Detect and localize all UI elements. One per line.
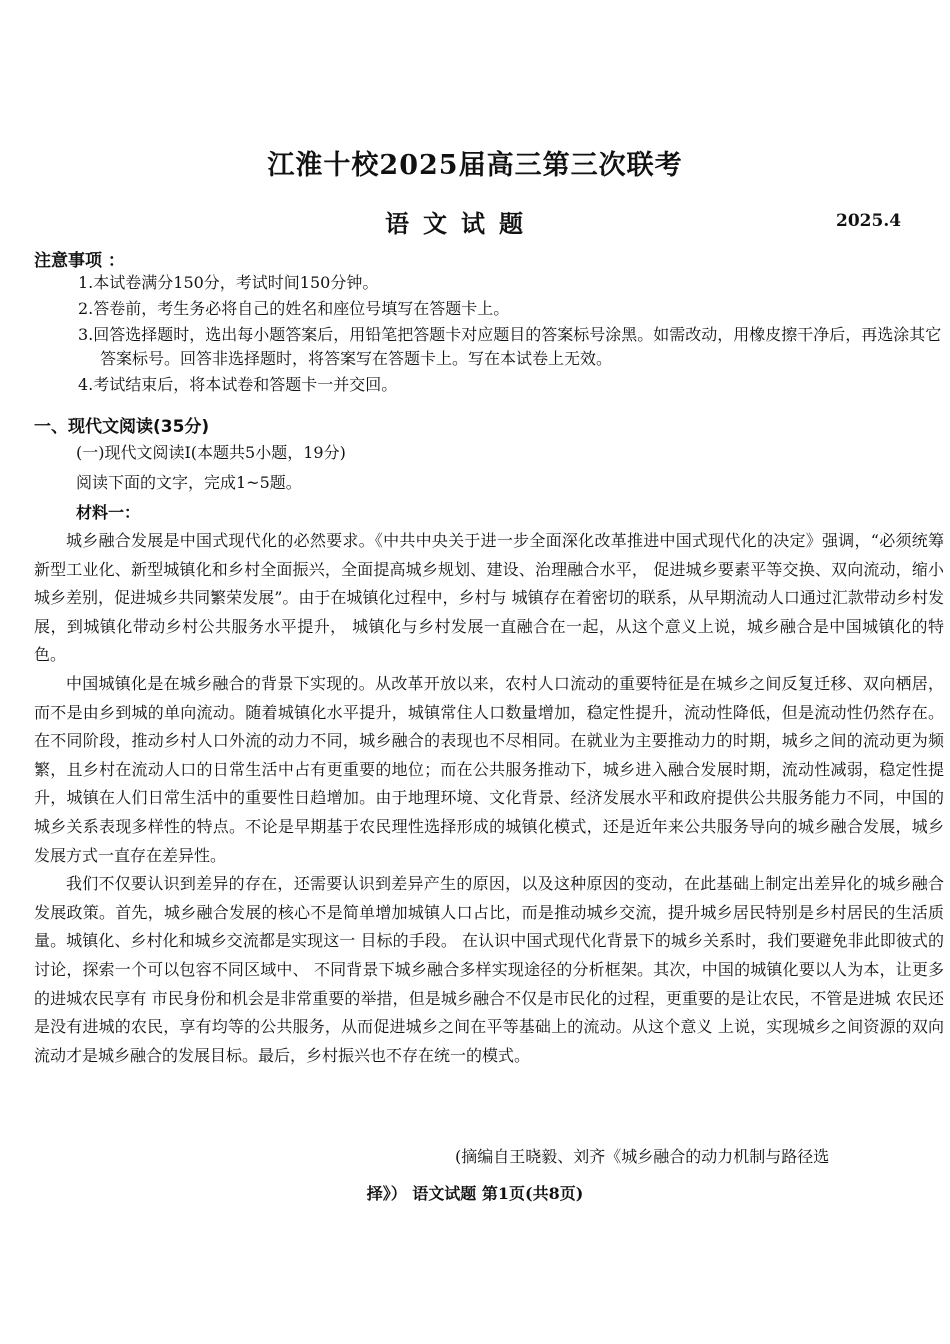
section-heading: 一、现代文阅读(35分) [34,417,210,437]
notice-item: 2.答卷前，考生务必将自己的姓名和座位号填写在答题卡上。 [78,299,510,318]
reading-passage [34,527,944,1070]
passage-paragraph: 城乡融合发展是中国式现代化的必然要求。《中共中央关于进一步全面深化改革推进中国式现代化的决定》强调，“必须统筹新型工业化、新型城镇化和乡村全面振兴，全面提高城乡规划、建设、治理融合水平， 促进城乡要素平等交换、双向流动，缩小城乡差别，促进城乡共同繁荣发展”。由于在城镇化过程中，乡村与 城镇存在着密切的联系，从早期流动人口通过汇款带动乡村发展，到城镇化带动乡村公共服务水平提升， 城镇化与乡村发展一直融合在一起，从这个意义上说，城乡融合是中国城镇化的特色。 [34,531,944,665]
notice-item: 1.本试卷满分150分，考试时间150分钟。 [78,273,379,292]
notice-item: 4.考试结束后，将本试卷和答题卡一并交回。 [78,375,398,394]
material-label: 材料一： [76,503,141,522]
exam-title: 江淮十校2025届高三第三次联考 [267,150,683,181]
passage-citation: (摘编自王晓毅、刘齐《城乡融合的动力机制与路径选 [455,1147,830,1166]
notice-list [78,271,944,397]
exam-date: 2025.4 [836,211,902,231]
passage-paragraph: 中国城镇化是在城乡融合的背景下实现的。从改革开放以来，农村人口流动的重要特征是在城乡之间反复迁移、双向栖居，而不是由乡到城的单向流动。随着城镇化水平提升，城镇常住人口数量增加，稳定性提升，流动性降低，但是流动性仍然存在。在不同阶段，推动乡村人口外流的动力不同，城乡融合的表现也不尽相同。在就业为主要推动力的时期，城乡之间的流动更为频繁，且乡村在流动人口的日常生活中占有更重要的地位；而在公共服务推动下，城乡进入融合发展时期，流动性减弱，稳定性提升，城镇在人们日常生活中的重要性日趋增加。由于地理环境、文化背景、经济发展水平和政府提供公共服务能力不同，中国的城乡关系表现多样性的特点。不论是早期基于农民理性选择形成的城镇化模式，还是近年来公共服务导向的城乡融合发展，城乡发展方式一直存在差异性。 [34,673,944,865]
reading-instruction: 阅读下面的文字，完成1~5题。 [76,473,302,492]
notice-item: 3.回答选择题时，选出每小题答案后，用铅笔把答题卡对应题目的答案标号涂黑。如需改动，用橡皮擦干净后，再选涂其它答案标号。回答非选择题时，将答案写在答题卡上。写在本试卷上无效。 [78,325,942,368]
sub-section-heading: (一)现代文阅读Ⅰ(本题共5小题，19分) [76,443,346,462]
passage-paragraph: 我们不仅要认识到差异的存在，还需要认识到差异产生的原因，以及这种原因的变动，在此基础上制定出差异化的城乡融合发展政策。首先，城乡融合发展的核心不是简单增加城镇人口占比，而是推动城乡交流，提升城乡居民特别是乡村居民的生活质量。城镇化、乡村化和城乡交流都是实现这一 目标的手段。 在认识中国式现代化背景下的城乡关系时，我们要避免非此即彼式的讨论，探索一个可以包容不同区域中、 不同背景下城乡融合多样实现途径的分析框架。其次，中国的城镇化要以人为本，让更多的进城农民享有 市民身份和机会是非常重要的举措，但是城乡融合不仅是市民化的过程，更重要的是让农民，不管是进城 农民还是没有进城的农民，享有均等的公共服务，从而促进城乡之间在平等基础上的流动。从这个意义 上说，实现城乡之间资源的双向流动才是城乡融合的发展目标。最后，乡村振兴也不存在统一的模式。 [34,874,944,1065]
notice-heading: 注意事项 ： [34,251,125,271]
page-footer: 择》） 语文试题 第1页(共8页) [366,1184,584,1203]
exam-subject: 语文试题 [385,209,537,238]
